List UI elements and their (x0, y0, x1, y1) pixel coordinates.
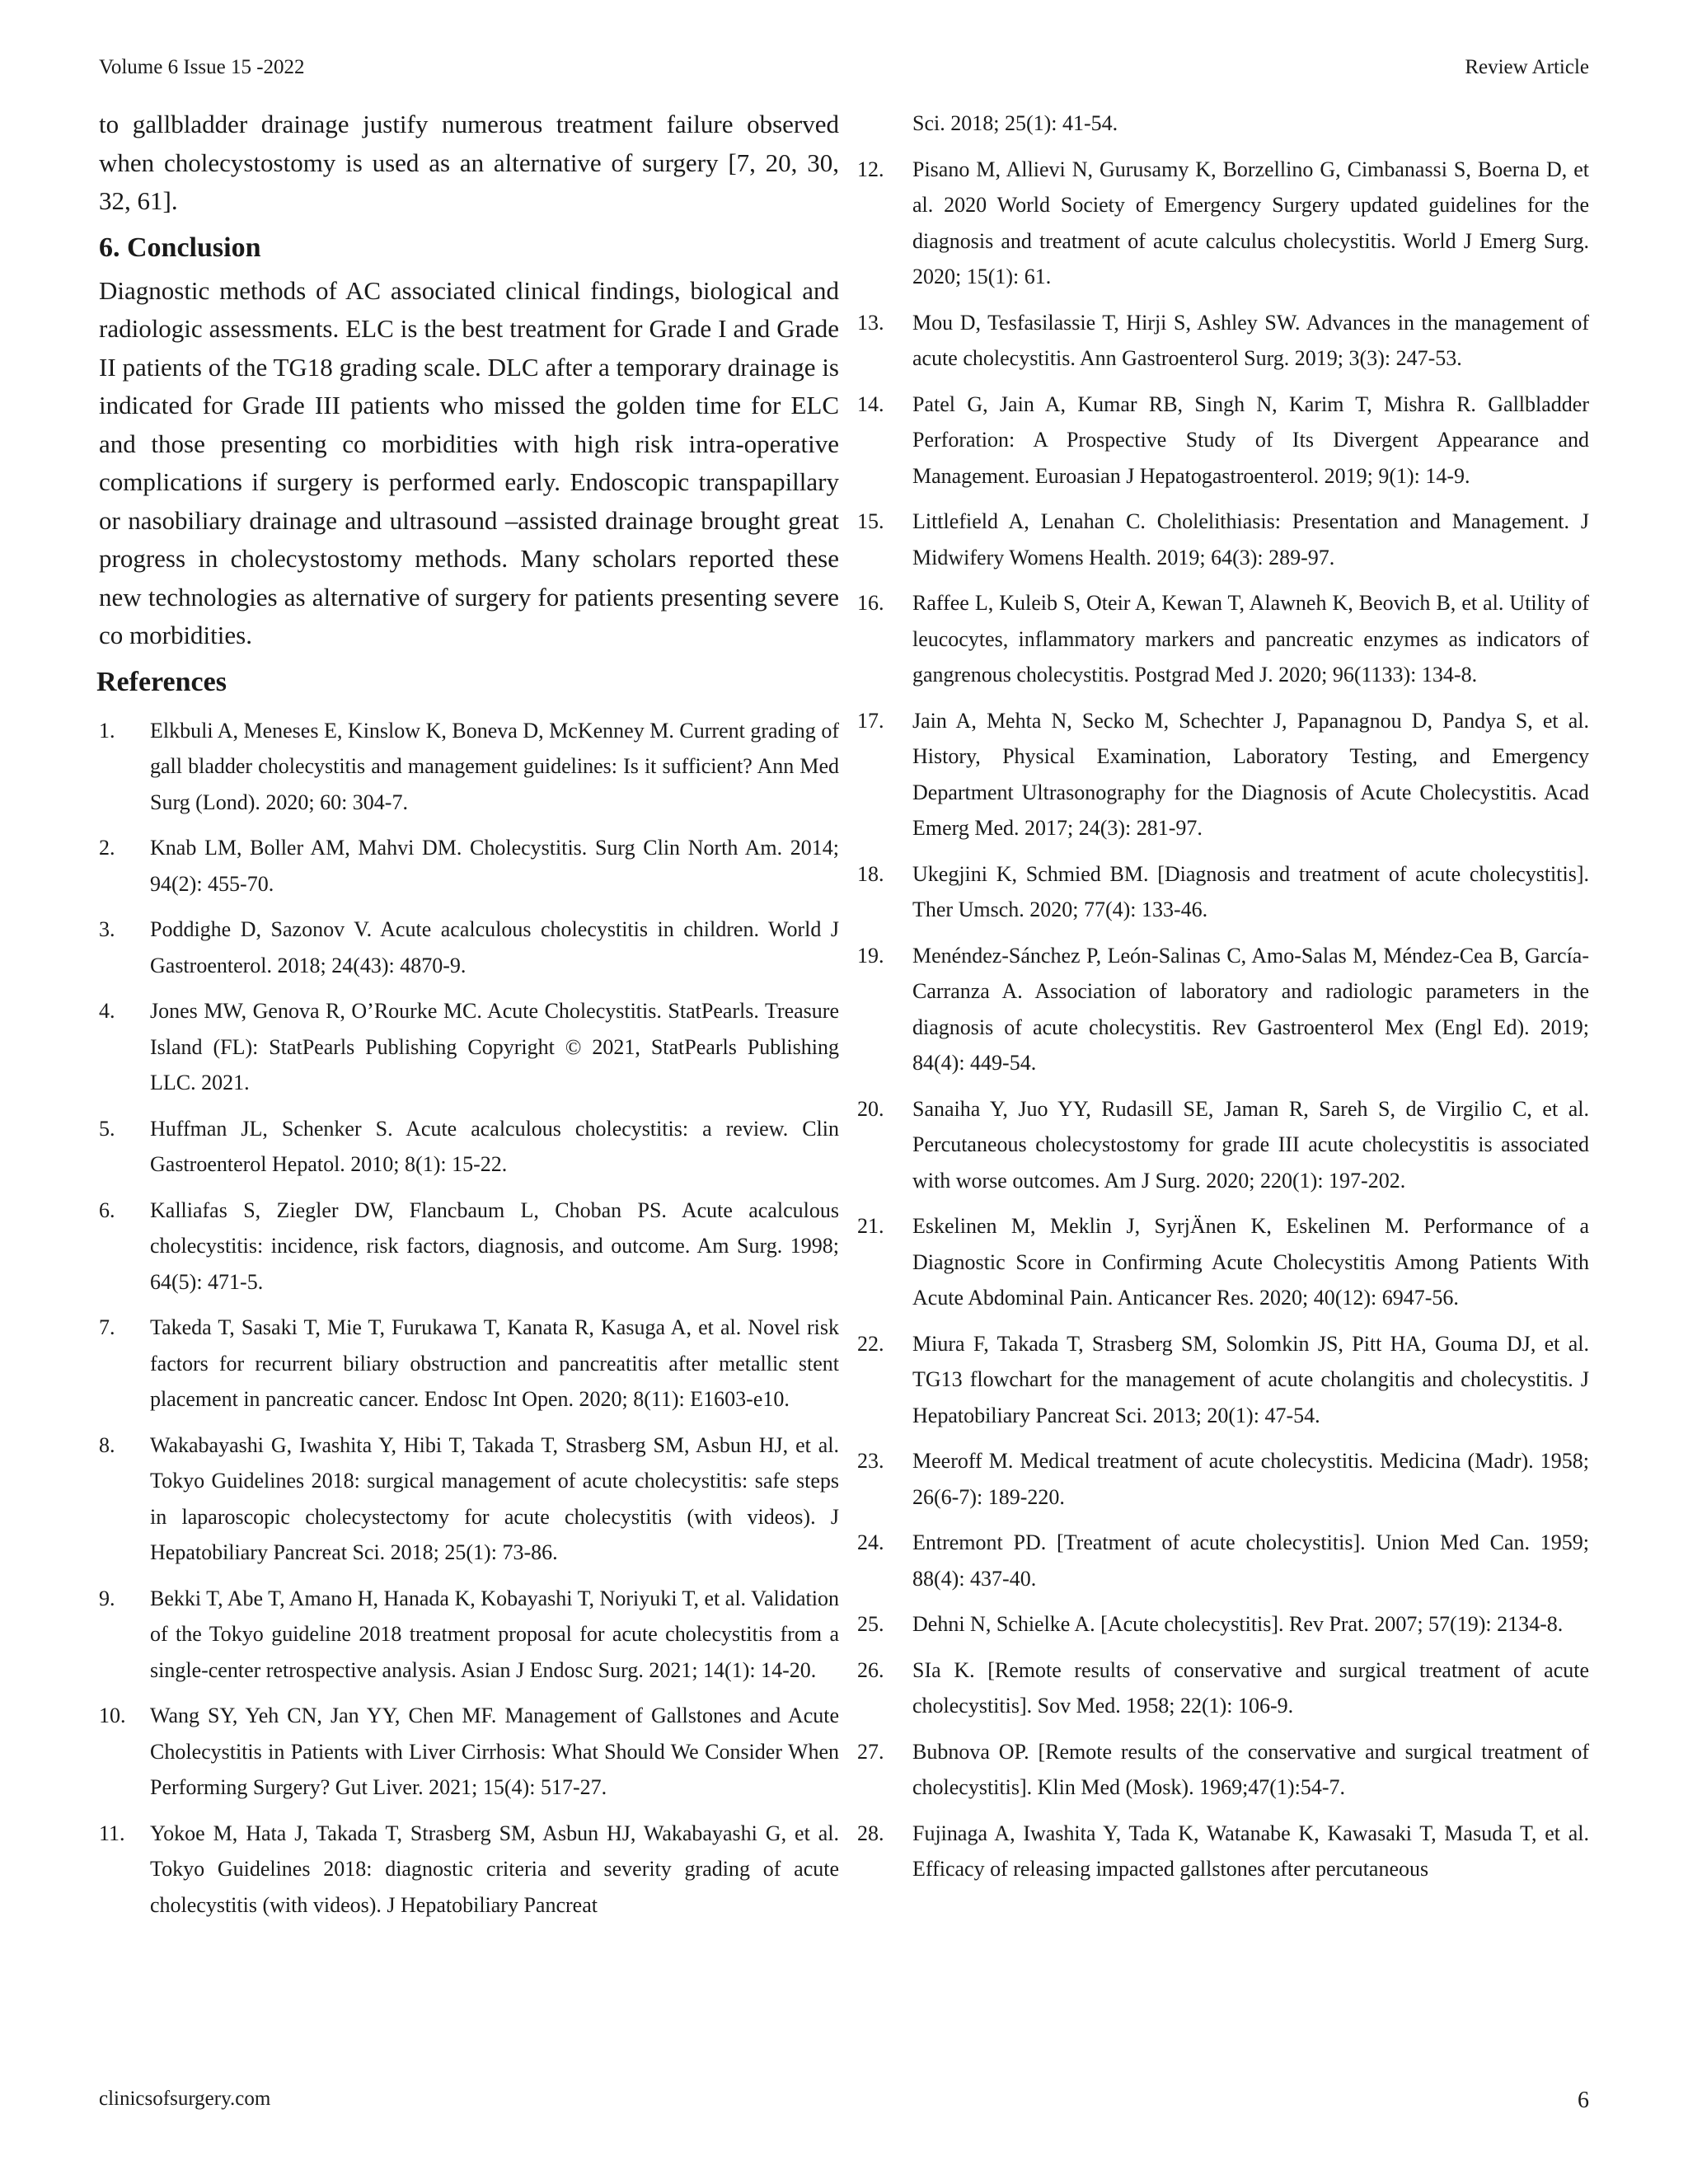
reference-continuation: Sci. 2018; 25(1): 41-54. (912, 111, 1118, 135)
reference-number: 2. (99, 836, 115, 860)
reference-item (99, 1581, 839, 1689)
reference-number: 21. (857, 1214, 884, 1238)
reference-item (857, 1326, 1589, 1434)
reference-item (857, 1091, 1589, 1199)
reference-number: 4. (99, 999, 115, 1023)
reference-text: Meeroff M. Medical treatment of acute cholecystitis. Medicina (Madr). 1958; 26(6-7): 189-220. (912, 1449, 1589, 1509)
references-heading: References (96, 666, 227, 697)
reference-text: Wang SY, Yeh CN, Jan YY, Chen MF. Management of Gallstones and Acute Cholecystitis in Patients with Liver Cirrhosis: What Should We Consider When Performing Surgery? Gut Liver. 2021; 15(4): 517-27. (150, 1704, 839, 1799)
reference-number: 24. (857, 1530, 884, 1554)
reference-number: 9. (99, 1586, 115, 1610)
reference-text: Bekki T, Abe T, Amano H, Hanada K, Kobayashi T, Noriyuki T, et al. Validation of the Tokyo guideline 2018 treatment proposal for acute cholecystitis from a single-center retrospective analysis. Asian J Endosc Surg. 2021; 14(1): 14-20. (150, 1586, 839, 1682)
reference-text: Pisano M, Allievi N, Gurusamy K, Borzellino G, Cimbanassi S, Boerna D, et al. 2020 World Society of Emergency Surgery updated guidelines for the diagnosis and treatment of acute calculus cholecystitis. World J Emerg Surg. 2020; 15(1): 61. (912, 157, 1589, 288)
reference-item (857, 152, 1589, 295)
reference-number: 23. (857, 1449, 884, 1473)
reference-number: 14. (857, 391, 884, 416)
reference-number: 25. (857, 1612, 884, 1636)
reference-text: Mou D, Tesfasilassie T, Hirji S, Ashley SW. Advances in the management of acute cholecystitis. Ann Gastroenterol Surg. 2019; 3(3): 247-53. (912, 310, 1589, 370)
reference-number: 15. (857, 509, 884, 533)
reference-text: Fujinaga A, Iwashita Y, Tada K, Watanabe K, Kawasaki T, Masuda T, et al. Efficacy of releasing impacted gallstones after percutaneous (912, 1821, 1589, 1881)
reference-text: Littlefield A, Lenahan C. Cholelithiasis: Presentation and Management. J Midwifery Womens Health. 2019; 64(3): 289-97. (912, 509, 1589, 569)
reference-text: Miura F, Takada T, Strasberg SM, Solomkin JS, Pitt HA, Gouma DJ, et al. TG13 flowchart for the management of acute cholangitis and cholecystitis. J Hepatobiliary Pancreat Sci. 2013; 20(1): 47-54. (912, 1331, 1589, 1427)
reference-item (857, 1816, 1589, 1887)
reference-item (857, 1208, 1589, 1316)
reference-number: 8. (99, 1432, 115, 1457)
reference-item (99, 993, 839, 1101)
page-number: 6 (1578, 2088, 1589, 2113)
reference-item (99, 1427, 839, 1571)
reference-number: 16. (857, 591, 884, 615)
reference-text: Wakabayashi G, Iwashita Y, Hibi T, Takada T, Strasberg SM, Asbun HJ, et al. Tokyo Guidelines 2018: surgical management of acute cholecystitis: safe steps in laparoscopic cholecystectomy for acute cholecystitis (with videos). J Hepatobiliary Pancreat Sci. 2018; 25(1): 73-86. (150, 1432, 839, 1564)
reference-item (857, 585, 1589, 693)
reference-text: Jones MW, Genova R, O’Rourke MC. Acute Cholecystitis. StatPearls. Treasure Island (FL): StatPearls Publishing Copyright © 2021, StatPearls Publishing LLC. 2021. (150, 999, 839, 1094)
reference-number: 27. (857, 1739, 884, 1764)
reference-text: Sanaiha Y, Juo YY, Rudasill SE, Jaman R, Sareh S, de Virgilio C, et al. Percutaneous cholecystostomy for grade III acute cholecystitis is associated with worse outcomes. Am J Surg. 2020; 220(1): 197-202. (912, 1096, 1589, 1193)
reference-text: Menéndez-Sánchez P, León-Salinas C, Amo-Salas M, Méndez-Cea B, García-Carranza A. Association of laboratory and radiologic parameters in the diagnosis of acute cholecystitis. Rev Gastroenterol Mex (Engl Ed). 2019; 84(4): 449-54. (912, 943, 1589, 1075)
reference-number: 22. (857, 1331, 884, 1356)
reference-item (99, 713, 839, 821)
intro-paragraph: to gallbladder drainage justify numerous treatment failure observed when cholecystostomy is used as an alternative of surgery [7, 20, 30, 32, 61]. (99, 110, 839, 215)
reference-number: 17. (857, 708, 884, 733)
reference-item (857, 938, 1589, 1081)
reference-text: Entremont PD. [Treatment of acute cholecystitis]. Union Med Can. 1959; 88(4): 437-40. (912, 1530, 1589, 1591)
reference-text: Yokoe M, Hata J, Takada T, Strasberg SM, Asbun HJ, Wakabayashi G, et al. Tokyo Guidelines 2018: diagnostic criteria and severity grading of acute cholecystitis (with videos). J Hepatobiliary Pancreat (150, 1821, 839, 1917)
reference-item (99, 1698, 839, 1806)
reference-text: SIa K. [Remote results of conservative and surgical treatment of acute cholecystitis]. Sov Med. 1958; 22(1): 106-9. (912, 1657, 1589, 1718)
reference-number: 18. (857, 861, 884, 886)
reference-list-right (857, 152, 1589, 1887)
reference-text: Takeda T, Sasaki T, Mie T, Furukawa T, Kanata R, Kasuga A, et al. Novel risk factors for recurrent biliary obstruction and pancreatitis after metallic stent placement in pancreatic cancer. Endosc Int Open. 2020; 8(11): E1603-e10. (150, 1315, 839, 1411)
reference-number: 28. (857, 1821, 884, 1845)
reference-text: Poddighe D, Sazonov V. Acute acalculous cholecystitis in children. World J Gastroenterol. 2018; 24(43): 4870-9. (150, 917, 839, 977)
reference-number: 1. (99, 718, 115, 743)
reference-number: 13. (857, 310, 884, 335)
footer-site: clinicsofsurgery.com (99, 2088, 271, 2110)
reference-text: Patel G, Jain A, Kumar RB, Singh N, Karim T, Mishra R. Gallbladder Perforation: A Prospective Study of Its Divergent Appearance and Management. Euroasian J Hepatogastroenterol. 2019; 9(1): 14-9. (912, 391, 1589, 488)
reference-text: Jain A, Mehta N, Secko M, Schechter J, Papanagnou D, Pandya S, et al. History, Physical Examination, Laboratory Testing, and Emergency Department Ultrasonography for the Diagnosis of Acute Cholecystitis. Acad Emerg Med. 2017; 24(3): 281-97. (912, 708, 1589, 840)
reference-number: 3. (99, 917, 115, 941)
reference-item (857, 1525, 1589, 1596)
reference-item (857, 1734, 1589, 1806)
reference-item (857, 1443, 1589, 1515)
running-head-article-type: Review Article (1465, 56, 1589, 78)
reference-text: Eskelinen M, Meklin J, SyrjÄnen K, Eskelinen M. Performance of a Diagnostic Score in Confirming Acute Cholecystitis Among Patients With Acute Abdominal Pain. Anticancer Res. 2020; 40(12): 6947-56. (912, 1214, 1589, 1310)
reference-list-left (99, 713, 839, 1924)
reference-text: Kalliafas S, Ziegler DW, Flancbaum L, Choban PS. Acute acalculous cholecystitis: incidence, risk factors, diagnosis, and outcome. Am Surg. 1998; 64(5): 471-5. (150, 1197, 839, 1294)
running-head-volume: Volume 6 Issue 15 -2022 (99, 56, 305, 78)
reference-text: Elkbuli A, Meneses E, Kinslow K, Boneva D, McKenney M. Current grading of gall bladder cholecystitis and management guidelines: Is it sufficient? Ann Med Surg (Lond). 2020; 60: 304-7. (150, 718, 839, 814)
reference-item (857, 387, 1589, 494)
reference-item (857, 305, 1589, 377)
reference-number: 10. (99, 1704, 126, 1727)
reference-item (857, 1606, 1589, 1643)
reference-text: Raffee L, Kuleib S, Oteir A, Kewan T, Alawneh K, Beovich B, et al. Utility of leucocytes, inflammatory markers and pancreatic enzymes as indicators of gangrenous cholecystitis. Postgrad Med J. 2020; 96(1133): 134-8. (912, 591, 1589, 687)
reference-number: 26. (857, 1657, 884, 1682)
reference-text: Knab LM, Boller AM, Mahvi DM. Cholecystitis. Surg Clin North Am. 2014; 94(2): 455-70. (150, 836, 839, 896)
reference-item (99, 1816, 839, 1924)
reference-item (99, 912, 839, 983)
reference-item (857, 1652, 1589, 1724)
reference-number: 11. (99, 1821, 125, 1845)
reference-number: 12. (857, 157, 884, 181)
reference-text: Huffman JL, Schenker S. Acute acalculous cholecystitis: a review. Clin Gastroenterol Hepatol. 2010; 8(1): 15-22. (150, 1116, 839, 1176)
reference-item (857, 703, 1589, 846)
reference-item (857, 856, 1589, 928)
left-column (96, 105, 839, 1933)
reference-item (99, 1310, 839, 1418)
reference-number: 20. (857, 1096, 884, 1121)
reference-number: 6. (99, 1197, 115, 1222)
reference-item (99, 1193, 839, 1301)
reference-item (99, 1111, 839, 1183)
reference-number: 19. (857, 943, 884, 968)
reference-number: 7. (99, 1315, 115, 1339)
reference-item (99, 830, 839, 902)
reference-text: Bubnova OP. [Remote results of the conservative and surgical treatment of cholecystitis]. Klin Med (Mosk). 1969;47(1):54-7. (912, 1739, 1589, 1799)
right-column (857, 105, 1589, 1897)
reference-text: Dehni N, Schielke A. [Acute cholecystitis]. Rev Prat. 2007; 57(19): 2134-8. (912, 1612, 1564, 1636)
conclusion-heading: 6. Conclusion (99, 232, 261, 263)
reference-number: 5. (99, 1116, 115, 1141)
reference-item (857, 504, 1589, 575)
conclusion-paragraph: Diagnostic methods of AC associated clinical findings, biological and radiologic assessments. ELC is the best treatment for Grade I and Grade II patients of the TG18 grading scale. DLC after a temporary drainage is indicated for Grade III patients who missed the golden time for ELC and those presenting co morbidities with high risk intra-operative complications if surgery is performed early. Endoscopic transpapillary or nasobiliary drainage and ultrasound –assisted drainage brought great progress in cholecystostomy methods. Many scholars reported these new technologies as alternative of surgery for patients presenting severe co morbidities. (99, 275, 839, 649)
reference-text: Ukegjini K, Schmied BM. [Diagnosis and treatment of acute cholecystitis]. Ther Umsch. 2020; 77(4): 133-46. (912, 861, 1589, 921)
